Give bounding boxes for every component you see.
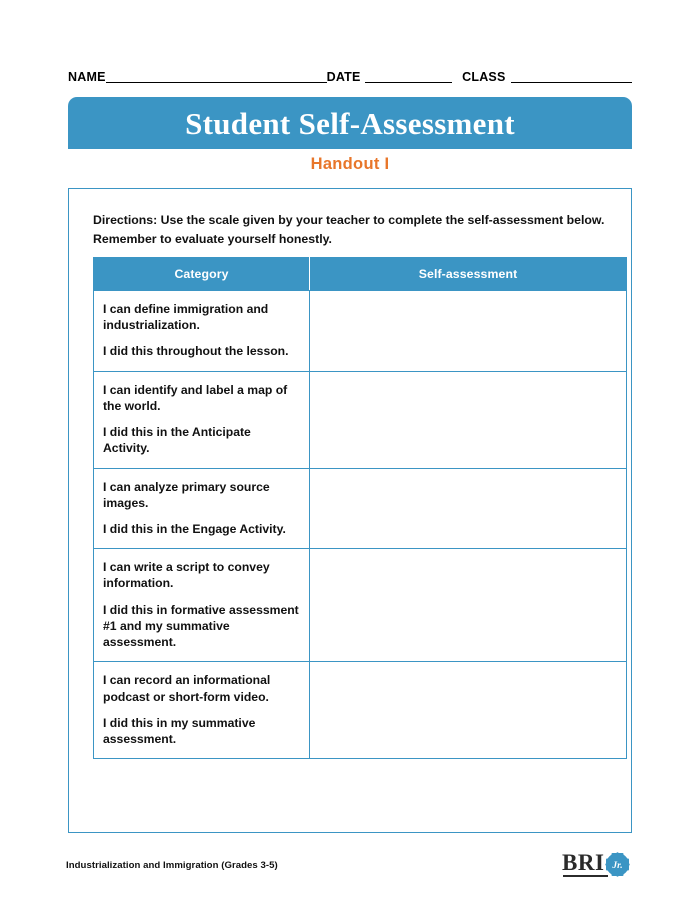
name-label: NAME — [68, 70, 106, 84]
category-cell — [94, 371, 310, 468]
self-assessment-cell[interactable] — [310, 371, 627, 468]
directions-text — [93, 211, 605, 249]
table-row — [94, 371, 627, 468]
title-banner — [68, 97, 632, 149]
column-header-self-assessment: Self-assessment — [310, 258, 627, 291]
category-cell — [94, 662, 310, 759]
directions-body: Use the scale given by your teacher to complete the self-assessment below. Remember to evaluate yourself honestly. — [93, 213, 605, 247]
svg-text:Jr.: Jr. — [612, 861, 623, 871]
table-row — [94, 549, 627, 662]
category-cell — [94, 549, 310, 662]
handout-subtitle: Handout I — [310, 155, 390, 173]
class-input-line[interactable] — [511, 69, 632, 83]
content-box — [68, 188, 632, 833]
category-statement: I can record an informational podcast or short-form video. — [103, 673, 271, 704]
date-label: DATE — [326, 70, 361, 84]
date-input-line[interactable] — [365, 69, 453, 83]
category-cell — [94, 291, 310, 372]
student-info-line — [68, 60, 632, 84]
category-statement: I can define immigration and industrialization. — [103, 302, 269, 333]
self-assessment-cell[interactable] — [310, 662, 627, 759]
page-title: Student Self-Assessment — [185, 105, 515, 141]
category-statement: I can analyze primary source images. — [103, 479, 270, 510]
self-assessment-cell[interactable] — [310, 291, 627, 372]
table-row — [94, 662, 627, 759]
category-evidence: I did this in the Anticipate Activity. — [103, 425, 251, 456]
category-evidence: I did this in formative assessment #1 and my summative assessment. — [103, 602, 299, 650]
category-statement: I can write a script to convey information. — [103, 560, 270, 591]
table-row — [94, 291, 627, 372]
table-row — [94, 468, 627, 549]
category-cell — [94, 468, 310, 549]
self-assessment-table — [93, 257, 627, 759]
bri-jr-logo — [562, 846, 638, 886]
table-header-row — [94, 258, 627, 291]
jr-badge-icon — [602, 849, 633, 880]
class-label: CLASS — [462, 70, 506, 84]
column-header-category: Category — [94, 258, 310, 291]
name-input-line[interactable] — [106, 69, 327, 83]
category-evidence: I did this in my summative assessment. — [103, 715, 256, 746]
footer-lesson-title: Industrialization and Immigration (Grades 3-5) — [66, 860, 278, 871]
category-evidence: I did this in the Engage Activity. — [103, 521, 286, 536]
directions-lead: Directions: — [93, 213, 158, 227]
category-evidence: I did this throughout the lesson. — [103, 344, 289, 359]
self-assessment-cell[interactable] — [310, 549, 627, 662]
logo-wordmark: BRI — [562, 850, 605, 875]
self-assessment-cell[interactable] — [310, 468, 627, 549]
category-statement: I can identify and label a map of the world. — [103, 382, 288, 413]
